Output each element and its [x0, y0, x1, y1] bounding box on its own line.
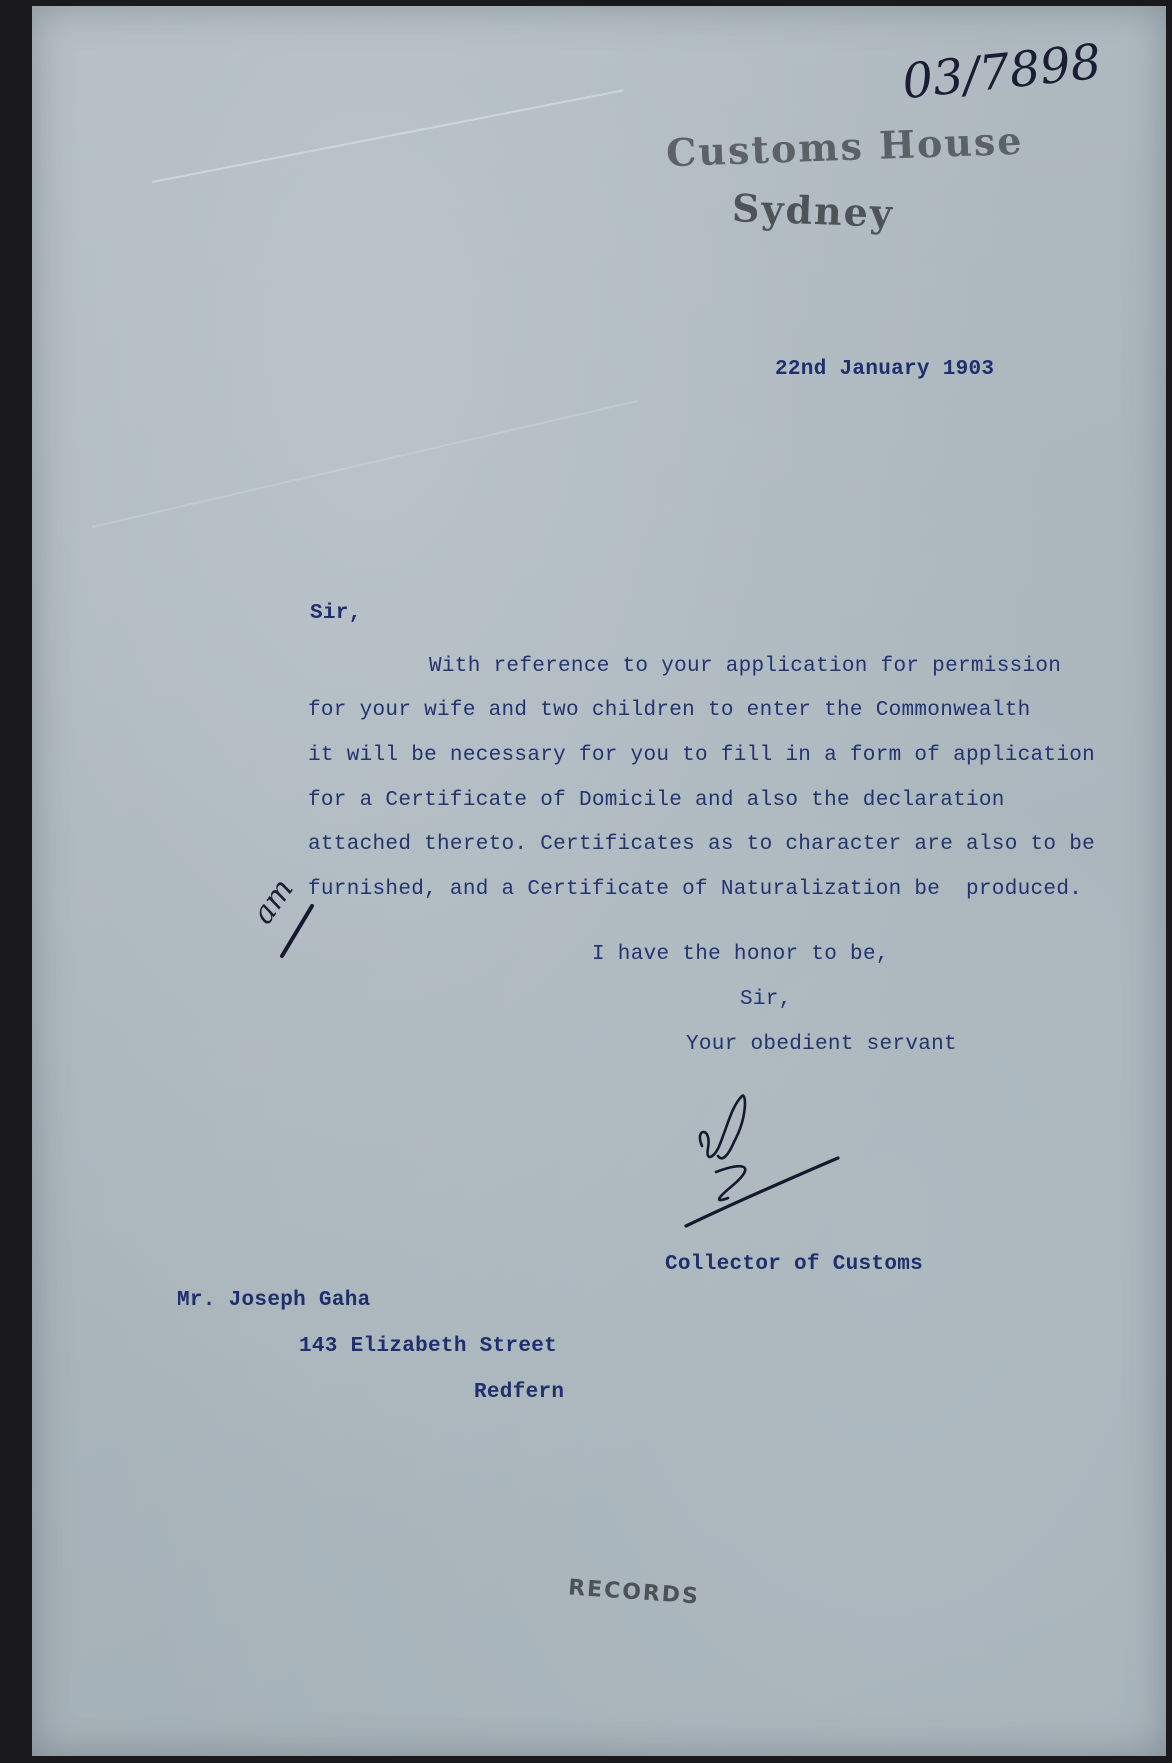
paper-crease: [152, 89, 624, 183]
letterhead-sydney: Sydney: [731, 185, 895, 236]
addressee-suburb: Redfern: [474, 1381, 565, 1404]
body-line: furnished, and a Certificate of Naturalization be produced.: [308, 878, 1083, 901]
salutation: Sir,: [310, 602, 362, 625]
paper-crease: [92, 400, 638, 528]
body-line: With reference to your application for permission: [429, 655, 1062, 678]
closing-line: I have the honor to be,: [592, 943, 889, 966]
addressee-street: 143 Elizabeth Street: [299, 1335, 558, 1358]
letter-page: [32, 6, 1166, 1756]
body-line: for your wife and two children to enter the Commonwealth: [308, 699, 1031, 722]
body-line: for a Certificate of Domicile and also the declaration: [308, 789, 1005, 812]
closing-line: Your obedient servant: [686, 1033, 957, 1056]
body-line: it will be necessary for you to fill in a form of application: [308, 744, 1096, 767]
letterhead-customs-house: Customs House: [665, 117, 1025, 176]
letter-date: 22nd January 1903: [775, 358, 995, 381]
closing-line: Sir,: [740, 988, 792, 1011]
records-stamp: RECORDS: [567, 1575, 701, 1610]
file-reference-number: 03/7898: [899, 33, 1104, 111]
margin-initials: am: [245, 872, 301, 931]
addressee-name: Mr. Joseph Gaha: [177, 1289, 371, 1312]
signatory-title: Collector of Customs: [665, 1253, 924, 1276]
margin-initials-stroke: [272, 898, 332, 968]
signature: [672, 1086, 842, 1246]
body-line: attached thereto. Certificates as to character are also to be: [308, 833, 1096, 856]
